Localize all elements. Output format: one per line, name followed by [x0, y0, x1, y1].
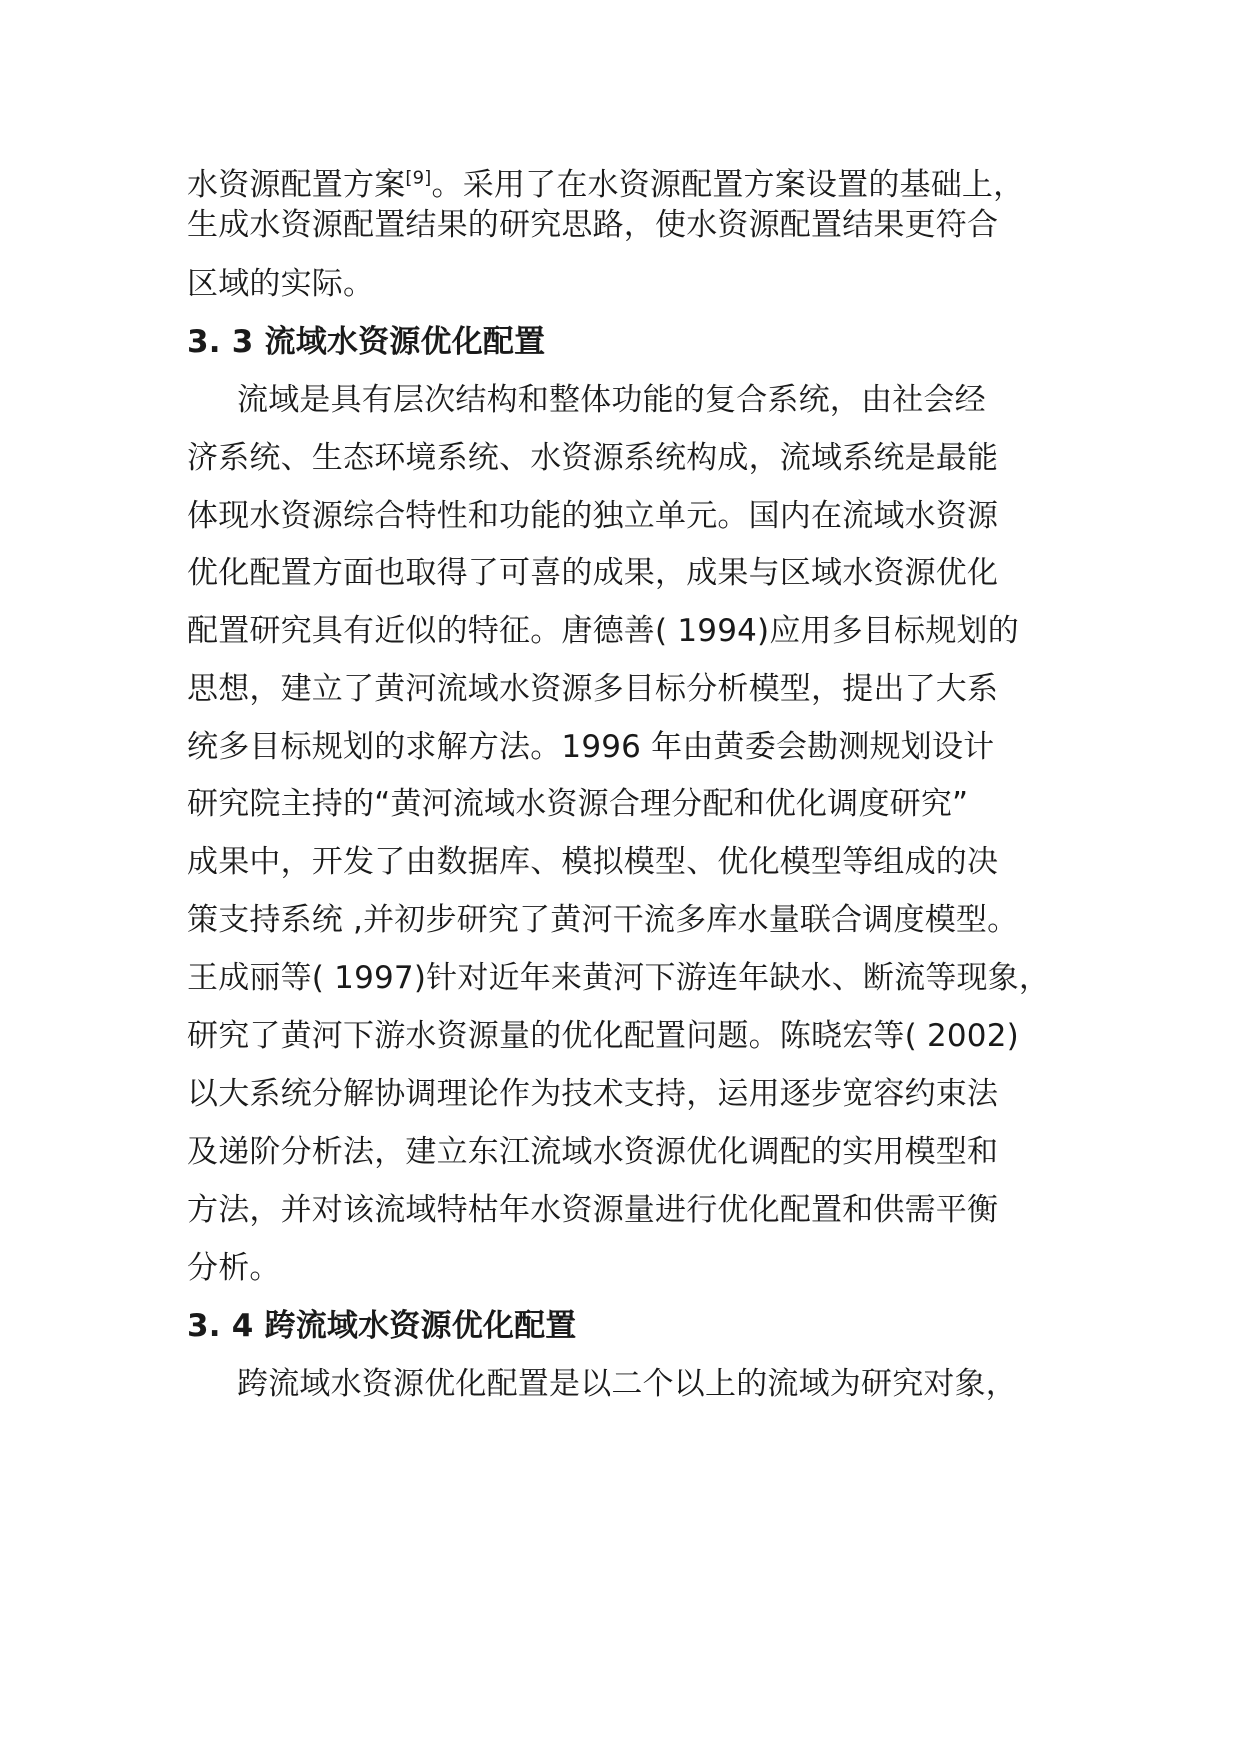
text-segment: 。采用了在水资源配置方案设置的基础上， [431, 167, 1025, 203]
paragraph-line: 策支持系统 ,并初步研究了黄河干流多库水量联合调度模型。 [187, 902, 1019, 938]
section-heading: 3. 4 跨流域水资源优化配置 [187, 1308, 577, 1344]
paragraph-line: 优化配置方面也取得了可喜的成果，成果与区域水资源优化 [187, 555, 999, 591]
paragraph-line: 跨流域水资源优化配置是以二个以上的流域为研究对象， [237, 1366, 1017, 1402]
paragraph-line: 王成丽等( 1997)针对近年来黄河下游连年缺水、断流等现象， [187, 960, 1051, 996]
paragraph-line: 生成水资源配置结果的研究思路，使水资源配置结果更符合 [187, 207, 999, 243]
paragraph-line: 区域的实际。 [187, 266, 375, 302]
paragraph-line: 及递阶分析法，建立东江流域水资源优化调配的实用模型和 [187, 1134, 999, 1170]
citation-ref: [9] [405, 167, 432, 189]
paragraph-line: 体现水资源综合特性和功能的独立单元。国内在流域水资源 [187, 498, 999, 534]
text-segment: 水资源配置方案 [187, 167, 406, 203]
paragraph-line: 分析。 [187, 1250, 281, 1286]
paragraph-line: 成果中，开发了由数据库、模拟模型、优化模型等组成的决 [187, 844, 999, 880]
paragraph-line: 方法，并对该流域特枯年水资源量进行优化配置和供需平衡 [187, 1192, 999, 1228]
paragraph-line: 配置研究具有近似的特征。唐德善( 1994)应用多目标规划的 [187, 613, 1019, 649]
paragraph-line: 思想，建立了黄河流域水资源多目标分析模型，提出了大系 [187, 671, 999, 707]
paragraph-line: 济系统、生态环境系统、水资源系统构成，流域系统是最能 [187, 440, 999, 476]
paragraph-line: 研究院主持的“黄河流域水资源合理分配和优化调度研究” [187, 786, 969, 822]
paragraph-line: 流域是具有层次结构和整体功能的复合系统，由社会经 [237, 382, 986, 418]
paragraph-line [187, 165, 1024, 205]
paragraph-line: 研究了黄河下游水资源量的优化配置问题。陈晓宏等( 2002) [187, 1018, 1019, 1054]
section-heading: 3. 3 流域水资源优化配置 [187, 324, 546, 360]
paragraph-line: 以大系统分解协调理论作为技术支持，运用逐步宽容约束法 [187, 1076, 999, 1112]
paragraph-line: 统多目标规划的求解方法。1996 年由黄委会勘测规划设计 [187, 729, 995, 765]
